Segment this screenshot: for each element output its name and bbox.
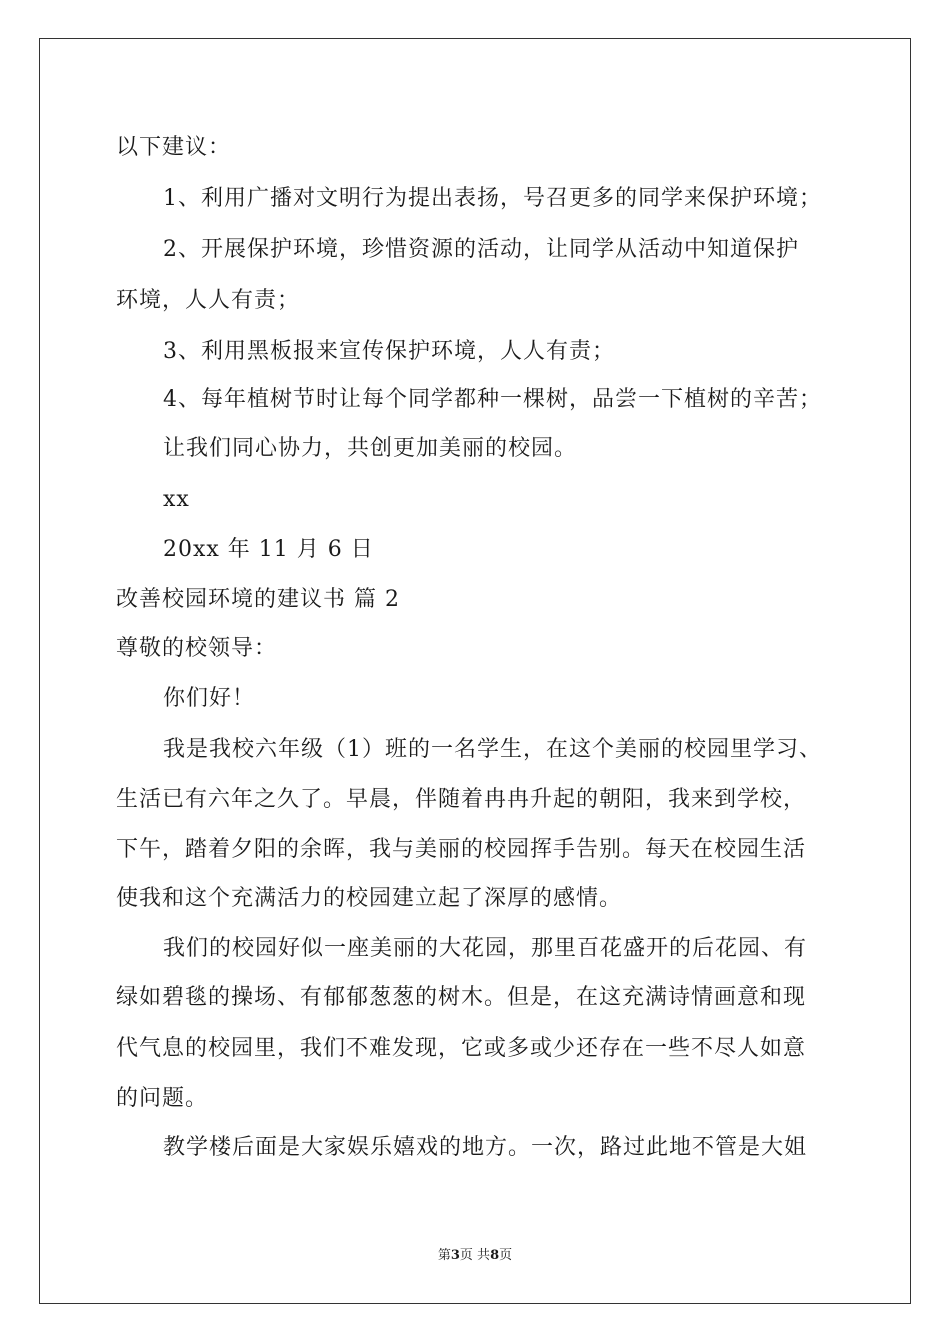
text-line: 教学楼后面是大家娱乐嬉戏的地方。一次，路过此地不管是大姐 [163, 1135, 808, 1160]
text-line: 让我们同心协力，共创更加美丽的校园。 [163, 436, 578, 461]
footer-prefix: 第 [437, 1248, 451, 1263]
text-line: 1、利用广播对文明行为提出表扬，号召更多的同学来保护环境； [163, 186, 822, 211]
text-line: 环境，人人有责； [116, 288, 301, 313]
text-line: xx [163, 487, 190, 512]
current-page-number: 3 [450, 1248, 460, 1263]
text-line: 代气息的校园里，我们不难发现，它或多或少还存在一些不尽人如意 [116, 1036, 807, 1061]
text-line: 下午，踏着夕阳的余晖，我与美丽的校园挥手告别。每天在校园生活 [116, 837, 807, 862]
text-line: 生活已有六年之久了。早晨，伴随着冉冉升起的朝阳，我来到学校， [116, 787, 807, 812]
text-line: 我们的校园好似一座美丽的大花园，那里百花盛开的后花园、有 [163, 936, 808, 961]
greeting: 你们好！ [163, 686, 256, 711]
text-line: 以下建议： [116, 135, 232, 160]
footer-suffix: 页 [499, 1248, 513, 1263]
text-line: 使我和这个充满活力的校园建立起了深厚的感情。 [116, 886, 623, 911]
salutation: 尊敬的校领导： [116, 636, 278, 661]
text-line: 绿如碧毯的操场、有郁郁葱葱的树木。但是，在这充满诗情画意和现 [116, 985, 807, 1010]
footer-middle: 页 共 [459, 1248, 491, 1263]
text-line: 我是我校六年级（1）班的一名学生，在这个美丽的校园里学习、 [163, 737, 822, 762]
text-line: 的问题。 [116, 1086, 209, 1111]
page-footer [0, 1247, 950, 1265]
date-line: 20xx 年 11 月 6 日 [163, 537, 374, 562]
text-line: 4、每年植树节时让每个同学都种一棵树，品尝一下植树的辛苦； [163, 387, 822, 412]
text-line: 2、开展保护环境，珍惜资源的活动，让同学从活动中知道保护 [163, 237, 799, 262]
section-heading: 改善校园环境的建议书 篇 2 [116, 587, 400, 612]
text-line: 3、利用黑板报来宣传保护环境，人人有责； [163, 339, 615, 364]
total-page-number: 8 [490, 1248, 500, 1263]
page-frame [39, 38, 911, 1304]
